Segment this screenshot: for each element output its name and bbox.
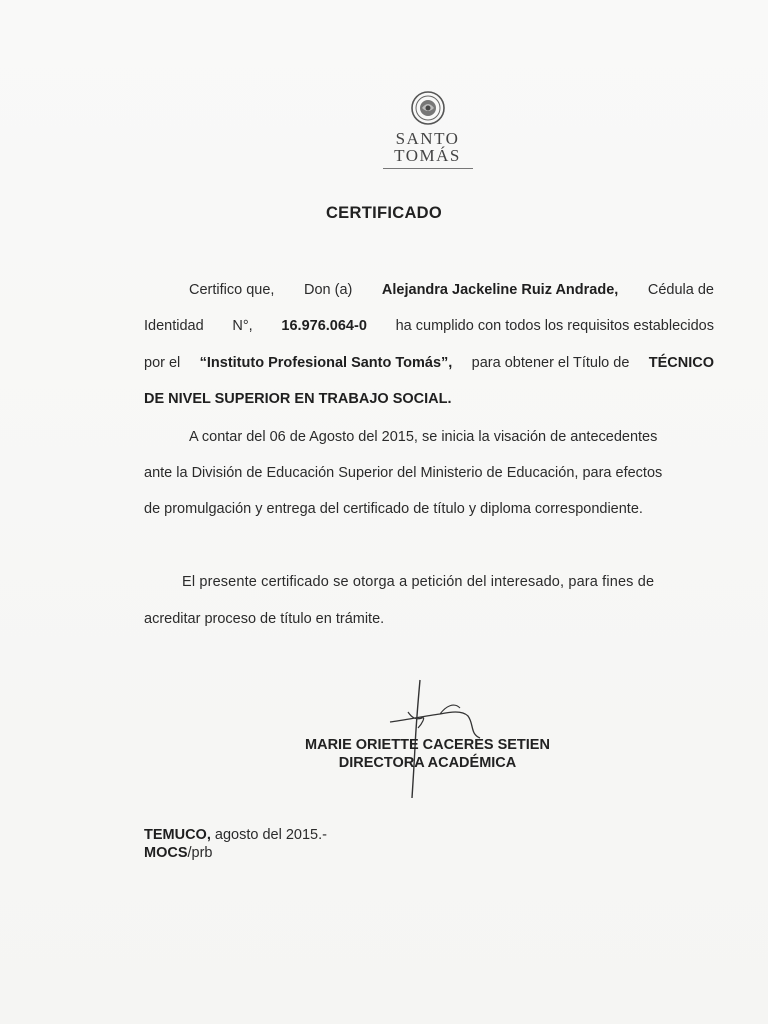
certify-text: Certifico que, xyxy=(189,282,275,298)
signatory-name: MARIE ORIETTE CACERES SETIEN xyxy=(305,737,550,753)
logo-underline xyxy=(383,168,473,169)
signatory-role: DIRECTORA ACADÉMICA xyxy=(338,755,517,771)
document-title: CERTIFICADO xyxy=(325,204,443,222)
por-el-text: por el xyxy=(144,355,181,371)
initials xyxy=(144,845,213,861)
identidad-text: Identidad xyxy=(144,318,204,334)
degree-part1: TÉCNICO xyxy=(648,355,714,371)
paragraph3-line2: acreditar proceso de título en trámite. xyxy=(144,611,385,627)
logo-text-line1: SANTO xyxy=(395,129,460,148)
id-number: 16.976.064-0 xyxy=(281,318,367,334)
degree-part2: DE NIVEL SUPERIOR EN TRABAJO SOCIAL. xyxy=(144,391,452,407)
paragraph1-line2 xyxy=(144,318,714,334)
requirements-text: ha cumplido con todos los requisitos establecidos xyxy=(395,318,714,334)
paragraph1-line1 xyxy=(189,282,714,298)
recipient-name: Alejandra Jackeline Ruiz Andrade, xyxy=(381,282,619,298)
number-label: N°, xyxy=(232,318,253,334)
institution-logo xyxy=(380,90,475,169)
cedula-text: Cédula de xyxy=(647,282,714,298)
logo-text-line2: TOMÁS xyxy=(394,146,461,165)
city: TEMUCO, xyxy=(144,827,211,843)
paragraph2-line1: A contar del 06 de Agosto del 2015, se inicia la visación de antecedentes xyxy=(189,429,658,445)
initials-bold: MOCS xyxy=(144,845,188,861)
initials-rest: /prb xyxy=(187,845,213,861)
paragraph3-line1: El presente certificado se otorga a petición del interesado, para fines de xyxy=(182,574,655,590)
crest-seal-icon xyxy=(410,90,446,126)
place-date xyxy=(144,827,327,843)
paragraph2-line2: ante la División de Educación Superior del Ministerio de Educación, para efectos xyxy=(144,465,663,481)
don-text: Don (a) xyxy=(304,282,353,298)
date: agosto del 2015.- xyxy=(210,827,327,843)
paragraph2-line3: de promulgación y entrega del certificado de título y diploma correspondiente. xyxy=(144,501,643,517)
institution-name: “Instituto Profesional Santo Tomás”, xyxy=(199,355,453,371)
title-intro-text: para obtener el Título de xyxy=(471,355,630,371)
paragraph1-line3 xyxy=(144,355,714,371)
